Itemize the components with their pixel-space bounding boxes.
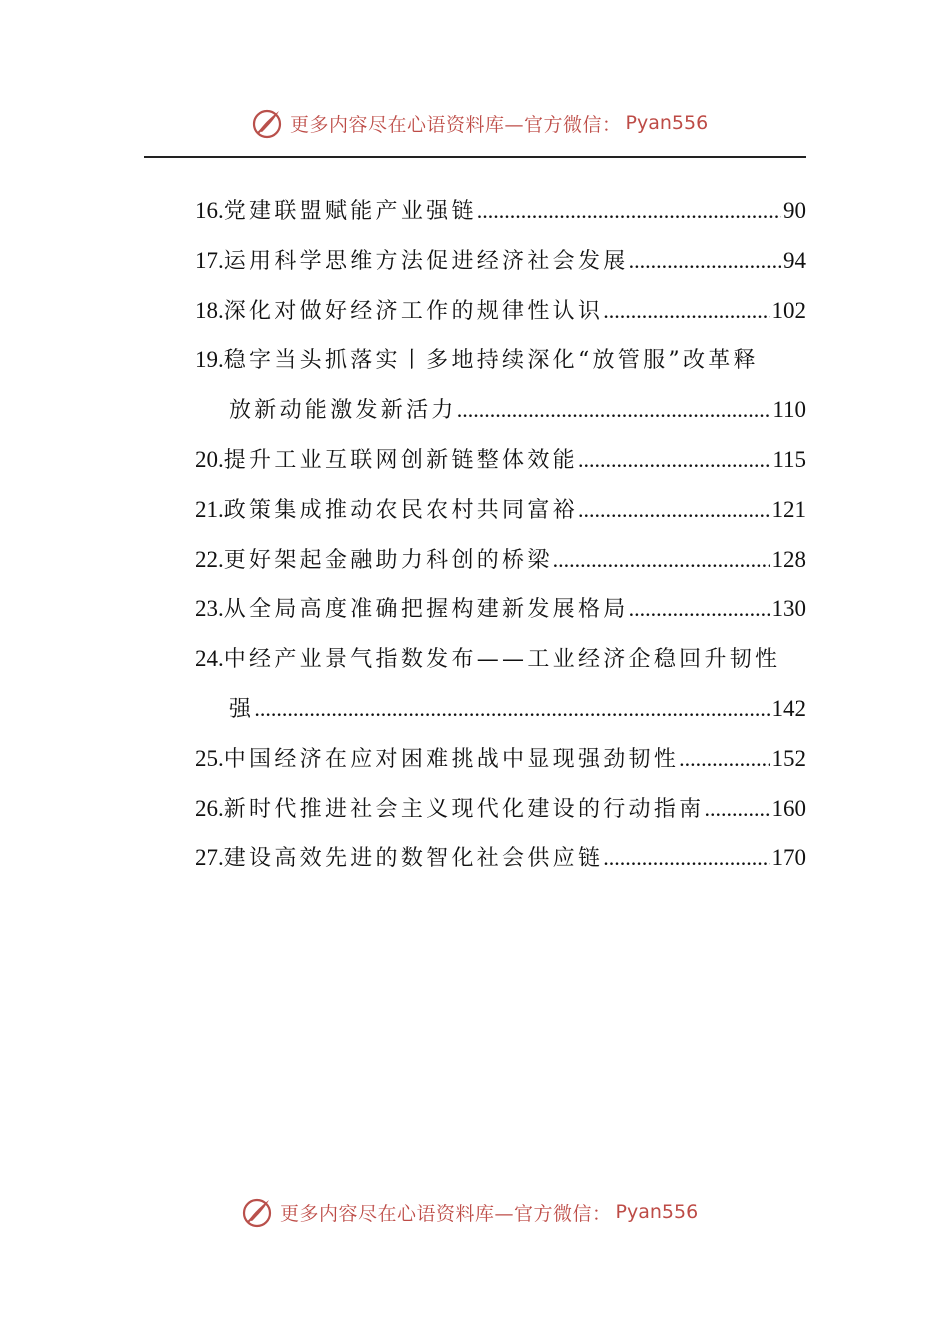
toc-entry-18[interactable]: [195, 286, 806, 336]
quill-logo-icon: [240, 1195, 274, 1229]
toc-number: 26.: [195, 795, 224, 821]
toc-leader: [578, 435, 770, 485]
toc-leader: [553, 535, 770, 585]
toc-page: 160: [771, 795, 806, 821]
watermark-text: 更多内容尽在心语资料库—官方微信：: [290, 113, 622, 136]
toc-leader: [457, 385, 771, 435]
toc-leader: [629, 584, 770, 634]
toc-title: 中经产业景气指数发布——工业经济企稳回升韧性: [223, 647, 781, 673]
toc-entry-17[interactable]: [195, 236, 806, 286]
toc-leader: [477, 186, 781, 236]
toc-page: 142: [771, 695, 806, 721]
toc-entry-22[interactable]: [195, 535, 806, 585]
toc-page: 128: [771, 546, 806, 572]
toc-entry-26[interactable]: [195, 784, 806, 834]
toc-number: 19.: [195, 347, 224, 373]
toc-entry-23[interactable]: [195, 584, 806, 634]
toc-entry-27[interactable]: [195, 833, 806, 883]
toc-number: 17.: [195, 247, 224, 273]
toc-number: 23.: [195, 596, 224, 622]
toc-page: 152: [771, 745, 806, 771]
toc-title: 中国经济在应对困难挑战中显现强劲韧性: [223, 746, 680, 772]
toc-entry-19[interactable]: [195, 335, 806, 435]
quill-logo-icon: [250, 106, 284, 140]
header-rule: [144, 156, 806, 158]
toc-title: 建设高效先进的数智化社会供应链: [223, 846, 604, 872]
toc-title: 运用科学思维方法促进经济社会发展: [223, 248, 629, 274]
toc-title: 深化对做好经济工作的规律性认识: [223, 298, 604, 324]
toc-page: 170: [771, 845, 806, 871]
toc-page: 94: [783, 247, 806, 273]
toc-title: 新时代推进社会主义现代化建设的行动指南: [223, 796, 705, 822]
toc-number: 21.: [195, 496, 224, 522]
page-footer-watermark: [240, 1192, 698, 1232]
toc-page: 115: [772, 446, 806, 472]
toc-page: 130: [771, 596, 806, 622]
page-header-watermark: [250, 103, 708, 143]
toc-title: 政策集成推动农民农村共同富裕: [223, 497, 578, 523]
toc-entry-21[interactable]: [195, 485, 806, 535]
watermark-wechat-id: Pyan556: [625, 112, 709, 134]
toc-leader: [704, 784, 769, 834]
toc-title-continued: 强: [229, 696, 255, 722]
toc-number: 18.: [195, 297, 224, 323]
toc-number: 16.: [195, 198, 224, 223]
toc-title: 更好架起金融助力科创的桥梁: [223, 547, 553, 573]
toc-number: 22.: [195, 546, 224, 572]
toc-title: 党建联盟赋能产业强链: [223, 199, 477, 224]
toc-page: 90: [783, 198, 806, 223]
toc-entry-25[interactable]: [195, 734, 806, 784]
toc-leader: [629, 236, 781, 286]
toc-leader: [254, 684, 769, 734]
watermark-wechat-id: Pyan556: [615, 1201, 699, 1223]
toc-page: 102: [771, 297, 806, 323]
toc-title: 稳字当头抓落实丨多地持续深化“放管服”改革释: [223, 348, 759, 374]
toc-title: 提升工业互联网创新链整体效能: [223, 447, 578, 473]
toc-number: 27.: [195, 845, 224, 871]
toc-entry-20[interactable]: [195, 435, 806, 485]
toc-number: 20.: [195, 446, 224, 472]
toc-number: 24.: [195, 646, 224, 672]
toc-title: 从全局高度准确把握构建新发展格局: [223, 597, 629, 623]
toc-title-continued: 放新动能激发新活力: [229, 398, 457, 424]
toc-leader: [679, 734, 769, 784]
table-of-contents: [195, 186, 806, 883]
toc-page: 121: [771, 496, 806, 522]
toc-page: 110: [772, 397, 806, 423]
toc-number: 25.: [195, 745, 224, 771]
toc-entry-24[interactable]: [195, 634, 806, 734]
toc-leader: [603, 833, 769, 883]
watermark-text: 更多内容尽在心语资料库—官方微信：: [280, 1202, 612, 1225]
toc-entry-16[interactable]: [195, 186, 806, 236]
toc-leader: [603, 286, 769, 336]
toc-leader: [578, 485, 770, 535]
